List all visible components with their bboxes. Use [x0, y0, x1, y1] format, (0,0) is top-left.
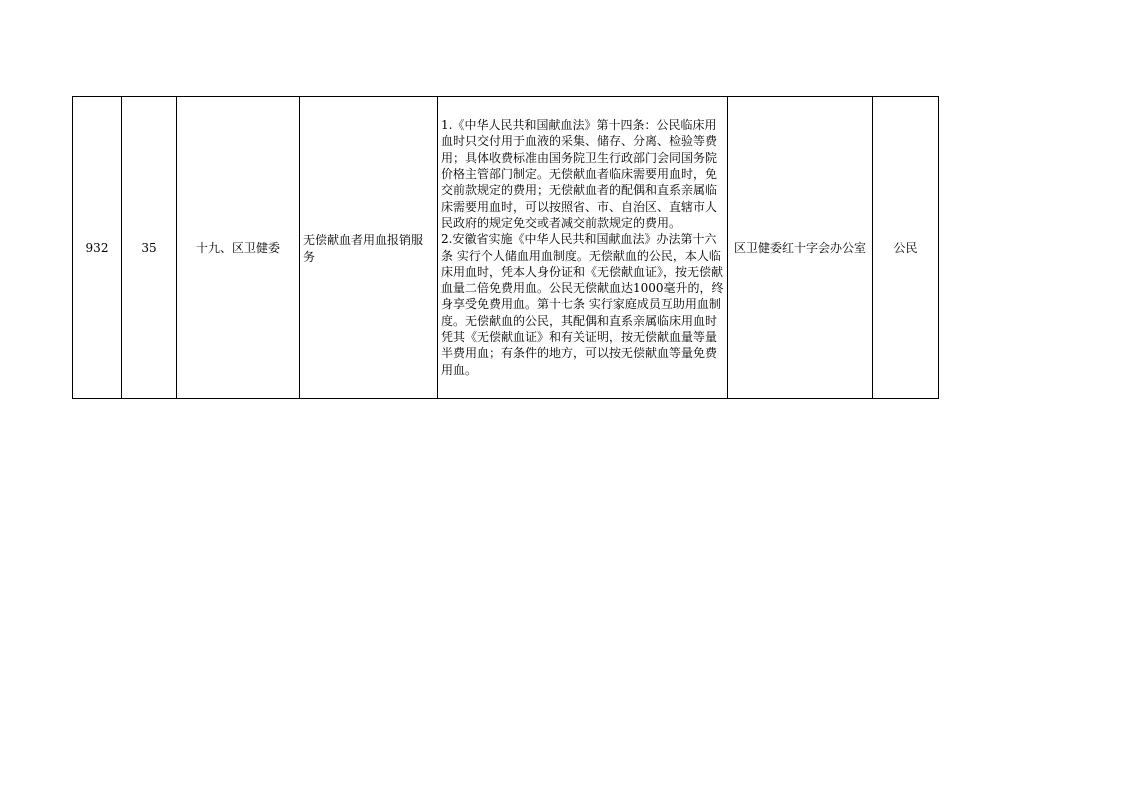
legal-basis-paragraph: 2.安徽省实施《中华人民共和国献血法》办法第十六条 实行个人储血用血制度。无偿献血的公民，本人临床用血时，凭本人身份证和《无偿献血证》，按无偿献血量二倍免费用血。公民无偿献血达1000毫升的，终身享受免费用血。第十七条 实行家庭成员互助用血制度。无偿献血的公民，其配偶和直系亲属临床用血时凭其《无偿献血证》和有关证明，按无偿献血量等量半费用血；有条件的地方，可以按无偿献血等量免费用血。: [441, 232, 724, 377]
seq-cell: 932: [73, 97, 122, 399]
table-row: [73, 97, 939, 399]
sub-seq-cell: 35: [122, 97, 177, 399]
department-cell: 十九、区卫健委: [177, 97, 300, 399]
implementer-cell: 区卫健委红十字会办公室: [728, 97, 873, 399]
service-list-table: [72, 96, 939, 399]
legal-basis-cell: [438, 97, 728, 399]
item-name-cell: 无偿献血者用血报销服务: [300, 97, 438, 399]
target-cell: 公民: [873, 97, 939, 399]
legal-basis-paragraph: 1.《中华人民共和国献血法》第十四条：公民临床用血时只交付用于血液的采集、储存、分离、检验等费用；具体收费标准由国务院卫生行政部门会同国务院价格主管部门制定。无偿献血者临床需要用血时，免交前款规定的费用；无偿献血者的配偶和直系亲属临床需要用血时，可以按照省、市、自治区、直辖市人民政府的规定免交或者减交前款规定的费用。: [441, 118, 718, 230]
